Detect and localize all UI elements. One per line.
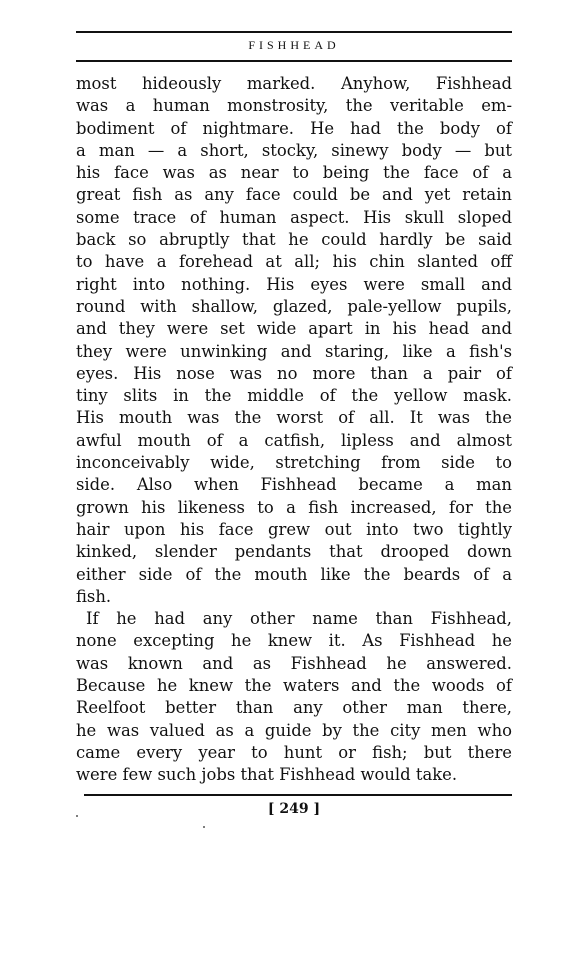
text-line: was a human monstrosity, the veritable em- xyxy=(76,96,512,116)
paragraph xyxy=(76,73,512,608)
text-line: fish. xyxy=(76,586,112,606)
text-line: a man — a short, stocky, sinewy body — but xyxy=(76,140,512,160)
text-line: bodiment of nightmare. He had the body of xyxy=(76,118,512,138)
text-line: he was valued as a guide by the city men who xyxy=(76,720,512,740)
text-line: some trace of human aspect. His skull sloped xyxy=(76,207,512,227)
text-line: hair upon his face grew out into two tightly xyxy=(76,519,512,539)
paragraph xyxy=(76,608,512,786)
text-line: kinked, slender pendants that drooped down xyxy=(76,542,512,562)
text-line: were few such jobs that Fishhead would take. xyxy=(76,765,458,785)
text-line: inconceivably wide, stretching from side to xyxy=(76,453,512,473)
text-line: none excepting he knew it. As Fishhead he xyxy=(76,631,512,651)
scan-speck xyxy=(203,826,205,828)
text-line: grown his likeness to a fish increased, for the xyxy=(76,497,512,517)
text-line: His mouth was the worst of all. It was the xyxy=(76,408,512,428)
text-line: eyes. His nose was no more than a pair of xyxy=(76,363,512,383)
text-line: If he had any other name than Fishhead, xyxy=(86,609,512,629)
text-line: round with shallow, glazed, pale-yellow pupils, xyxy=(76,296,512,316)
text-line: and they were set wide apart in his head and xyxy=(76,319,512,339)
text-line: tiny slits in the middle of the yellow mask. xyxy=(76,386,512,406)
running-head: FISHHEAD xyxy=(248,38,340,52)
page-number: [ 249 ] xyxy=(267,801,321,817)
text-line: awful mouth of a catfish, lipless and almost xyxy=(76,430,512,450)
text-line: right into nothing. His eyes were small and xyxy=(76,274,512,294)
text-line: Reelfoot better than any other man there, xyxy=(76,698,512,718)
text-line: was known and as Fishhead he answered. xyxy=(76,653,512,673)
text-line: to have a forehead at all; his chin slanted off xyxy=(76,252,512,272)
scan-speck xyxy=(76,815,78,817)
header-rule xyxy=(76,60,512,62)
text-line: they were unwinking and staring, like a fish's xyxy=(76,341,512,361)
top-rule xyxy=(76,31,512,33)
text-line: came every year to hunt or fish; but there xyxy=(76,742,512,762)
text-line: great fish as any face could be and yet retain xyxy=(76,185,512,205)
text-line: Because he knew the waters and the woods of xyxy=(76,676,512,696)
text-line: either side of the mouth like the beards of a xyxy=(76,564,512,584)
footer-rule xyxy=(84,794,512,796)
text-line: back so abruptly that he could hardly be said xyxy=(76,230,512,250)
text-line: his face was as near to being the face of a xyxy=(76,163,512,183)
text-line: side. Also when Fishhead became a man xyxy=(76,475,512,495)
text-line: most hideously marked. Anyhow, Fishhead xyxy=(76,74,512,93)
body-text xyxy=(76,73,512,787)
